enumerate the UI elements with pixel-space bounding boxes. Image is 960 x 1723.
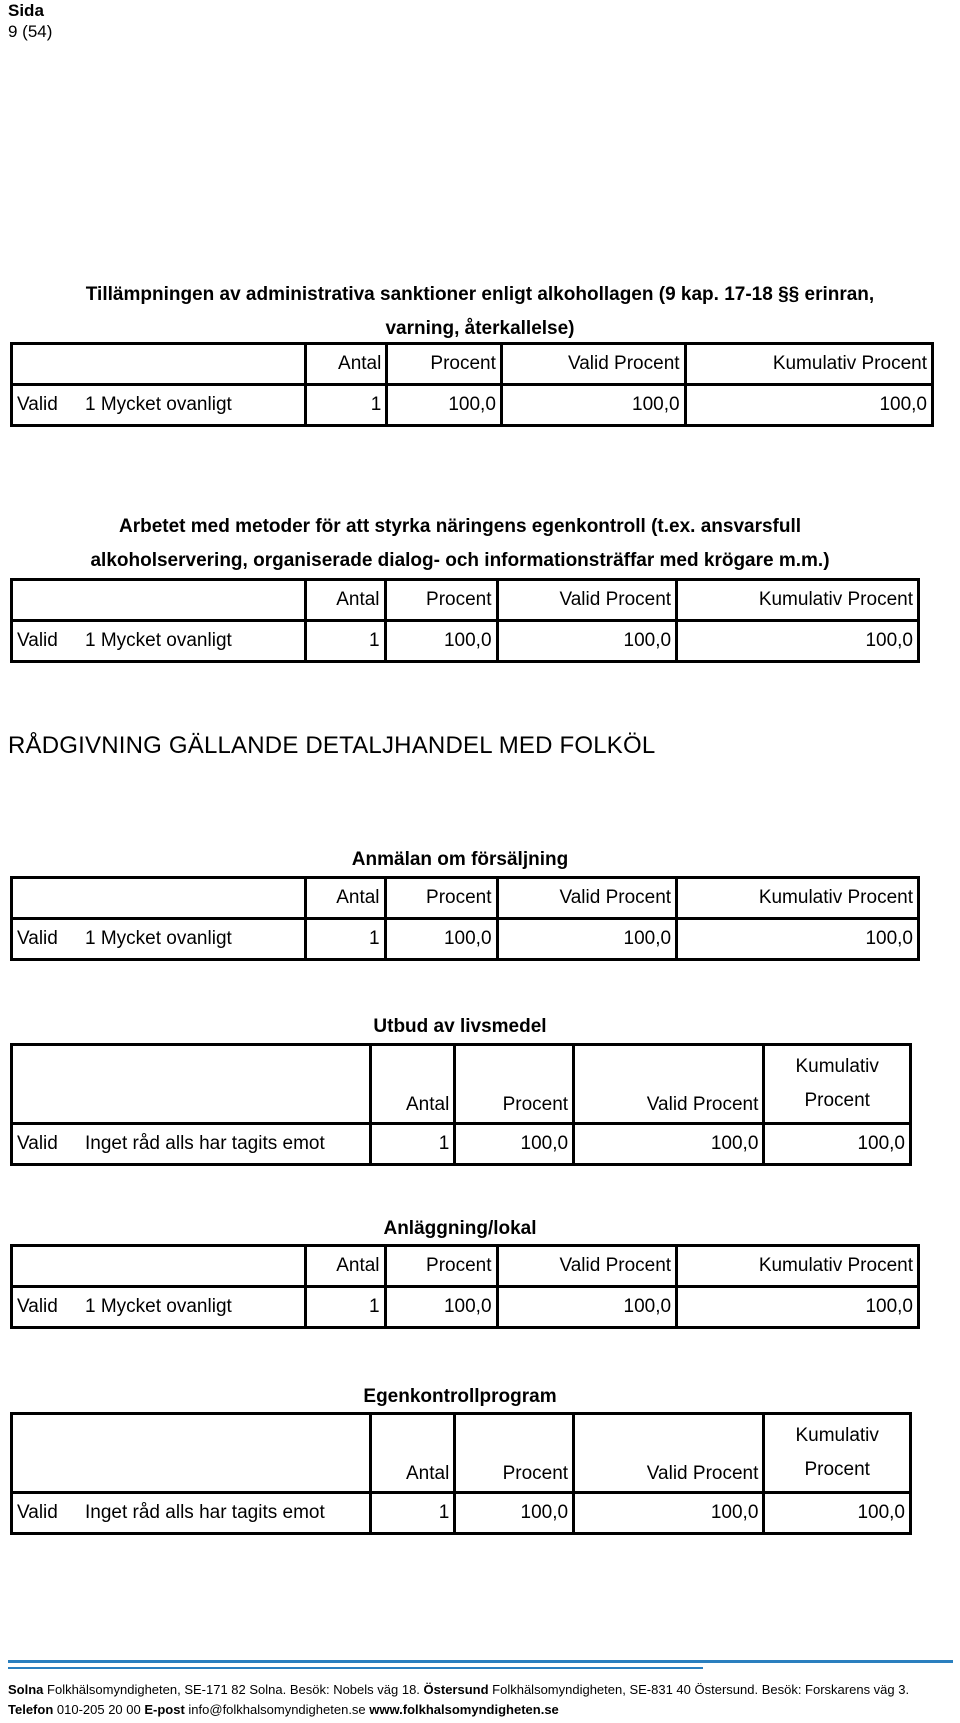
- cell-valid-procent: 100,0: [497, 1287, 677, 1328]
- page-number: 9 (54): [8, 22, 53, 41]
- col-kumulativ: Kumulativ Procent: [677, 580, 919, 621]
- footer-line1: [8, 1680, 948, 1700]
- table2: [10, 578, 920, 663]
- footer-epost-text: info@folkhalsomyndigheten.se: [184, 1702, 370, 1717]
- cell-antal: 1: [306, 1287, 386, 1328]
- cell-procent: 100,0: [385, 1287, 497, 1328]
- col-kumulativ: Kumulativ Procent: [685, 344, 932, 385]
- cell-kumulativ: 100,0: [677, 621, 919, 662]
- col-antal: Antal: [306, 878, 386, 919]
- table5-caption: [0, 1212, 940, 1246]
- table6-caption: [0, 1380, 940, 1414]
- col-procent: Procent: [387, 344, 502, 385]
- col-kumulativ-line2: Procent: [804, 1459, 870, 1480]
- cell-antal: 1: [306, 621, 386, 662]
- table3-caption-text: Anmälan om försäljning: [351, 849, 569, 870]
- col-valid-procent: Valid Procent: [574, 1045, 764, 1124]
- table4-caption-text: Utbud av livsmedel: [373, 1016, 547, 1037]
- footer-epost-label: E-post: [144, 1702, 185, 1717]
- table2-caption: [0, 510, 940, 578]
- table3-caption: [0, 843, 940, 877]
- col-valid-procent: Valid Procent: [497, 1246, 677, 1287]
- table2-caption-line1: Arbetet med metoder för att styrka näringens egenkontroll (t.ex. ansvarsfull: [118, 516, 802, 537]
- footer-telefon-text: 010-205 20 00: [53, 1702, 145, 1717]
- cell-kumulativ: 100,0: [677, 1287, 919, 1328]
- cell-antal: 1: [371, 1493, 455, 1534]
- col-antal: Antal: [306, 344, 387, 385]
- col-procent: Procent: [455, 1414, 574, 1493]
- row-category: Inget råd alls har tagits emot: [81, 1493, 371, 1534]
- footer-web-link[interactable]: www.folkhalsomyndigheten.se: [369, 1702, 559, 1717]
- table4: [10, 1043, 912, 1166]
- col-antal: Antal: [306, 1246, 386, 1287]
- row-category: 1 Mycket ovanligt: [81, 385, 306, 426]
- cell-valid-procent: 100,0: [501, 385, 685, 426]
- table1-caption-line2: varning, återkallelse): [385, 318, 575, 339]
- cell-kumulativ: 100,0: [764, 1493, 911, 1534]
- section-heading: RÅDGIVNING GÄLLANDE DETALJHANDEL MED FOLKÖL: [8, 732, 656, 759]
- cell-antal: 1: [306, 919, 386, 960]
- table6-caption-text: Egenkontrollprogram: [363, 1386, 557, 1407]
- row-valid-label: Valid: [12, 1493, 82, 1534]
- row-valid-label: Valid: [12, 1287, 82, 1328]
- col-kumulativ-line1: Kumulativ: [795, 1425, 879, 1446]
- cell-procent: 100,0: [385, 621, 497, 662]
- cell-antal: 1: [371, 1124, 455, 1165]
- cell-valid-procent: 100,0: [497, 621, 677, 662]
- row-valid-label: Valid: [12, 919, 82, 960]
- row-valid-label: Valid: [12, 1124, 82, 1165]
- cell-procent: 100,0: [387, 385, 502, 426]
- col-procent: Procent: [385, 1246, 497, 1287]
- footer-solna-label: Solna: [8, 1682, 44, 1697]
- cell-procent: 100,0: [455, 1493, 574, 1534]
- row-valid-label: Valid: [12, 621, 82, 662]
- table3: [10, 876, 920, 961]
- col-procent: Procent: [455, 1045, 574, 1124]
- col-procent: Procent: [385, 878, 497, 919]
- table6: [10, 1412, 912, 1535]
- footer-telefon-label: Telefon: [8, 1702, 54, 1717]
- col-antal: Antal: [371, 1414, 455, 1493]
- row-category: 1 Mycket ovanligt: [81, 621, 306, 662]
- cell-valid-procent: 100,0: [574, 1124, 764, 1165]
- footer-rule: [8, 1660, 953, 1663]
- col-kumulativ: Kumulativ Procent: [677, 878, 919, 919]
- cell-kumulativ: 100,0: [764, 1124, 911, 1165]
- row-category: 1 Mycket ovanligt: [81, 1287, 306, 1328]
- table1-caption-line1: Tillämpningen av administrativa sanktioner enligt alkohollagen (9 kap. 17-18 §§ erinran,: [85, 284, 875, 305]
- cell-kumulativ: 100,0: [677, 919, 919, 960]
- table4-caption: [0, 1010, 940, 1044]
- col-kumulativ: [764, 1045, 911, 1124]
- col-procent: Procent: [385, 580, 497, 621]
- cell-procent: 100,0: [385, 919, 497, 960]
- col-kumulativ-line2: Procent: [804, 1090, 870, 1111]
- row-category: 1 Mycket ovanligt: [81, 919, 306, 960]
- row-valid-label: Valid: [12, 385, 82, 426]
- col-antal: Antal: [306, 580, 386, 621]
- col-kumulativ: [764, 1414, 911, 1493]
- cell-kumulativ: 100,0: [685, 385, 932, 426]
- cell-valid-procent: 100,0: [574, 1493, 764, 1534]
- col-kumulativ: Kumulativ Procent: [677, 1246, 919, 1287]
- row-category: Inget råd alls har tagits emot: [81, 1124, 371, 1165]
- footer-ostersund-label: Östersund: [423, 1682, 489, 1697]
- col-antal: Antal: [371, 1045, 455, 1124]
- table5-caption-text: Anläggning/lokal: [383, 1218, 537, 1239]
- footer-ostersund-text: Folkhälsomyndigheten, SE-831 40 Östersund. Besök: Forskarens väg 3.: [488, 1682, 910, 1697]
- table5: [10, 1244, 920, 1329]
- page-label: Sida: [8, 1, 44, 20]
- col-valid-procent: Valid Procent: [501, 344, 685, 385]
- col-valid-procent: Valid Procent: [574, 1414, 764, 1493]
- footer-solna-text: Folkhälsomyndigheten, SE-171 82 Solna. Besök: Nobels väg 18.: [43, 1682, 424, 1697]
- table1-caption: [0, 278, 960, 346]
- table2-caption-line2: alkoholservering, organiserade dialog- och informationsträffar med krögare m.m.): [90, 550, 830, 571]
- footer: [8, 1680, 948, 1720]
- cell-antal: 1: [306, 385, 387, 426]
- page-header: [8, 0, 52, 42]
- footer-line2: [8, 1700, 948, 1720]
- col-valid-procent: Valid Procent: [497, 580, 677, 621]
- cell-valid-procent: 100,0: [497, 919, 677, 960]
- table1: [10, 342, 934, 427]
- col-kumulativ-line1: Kumulativ: [795, 1056, 879, 1077]
- col-valid-procent: Valid Procent: [497, 878, 677, 919]
- cell-procent: 100,0: [455, 1124, 574, 1165]
- footer-rule-secondary: [8, 1667, 703, 1669]
